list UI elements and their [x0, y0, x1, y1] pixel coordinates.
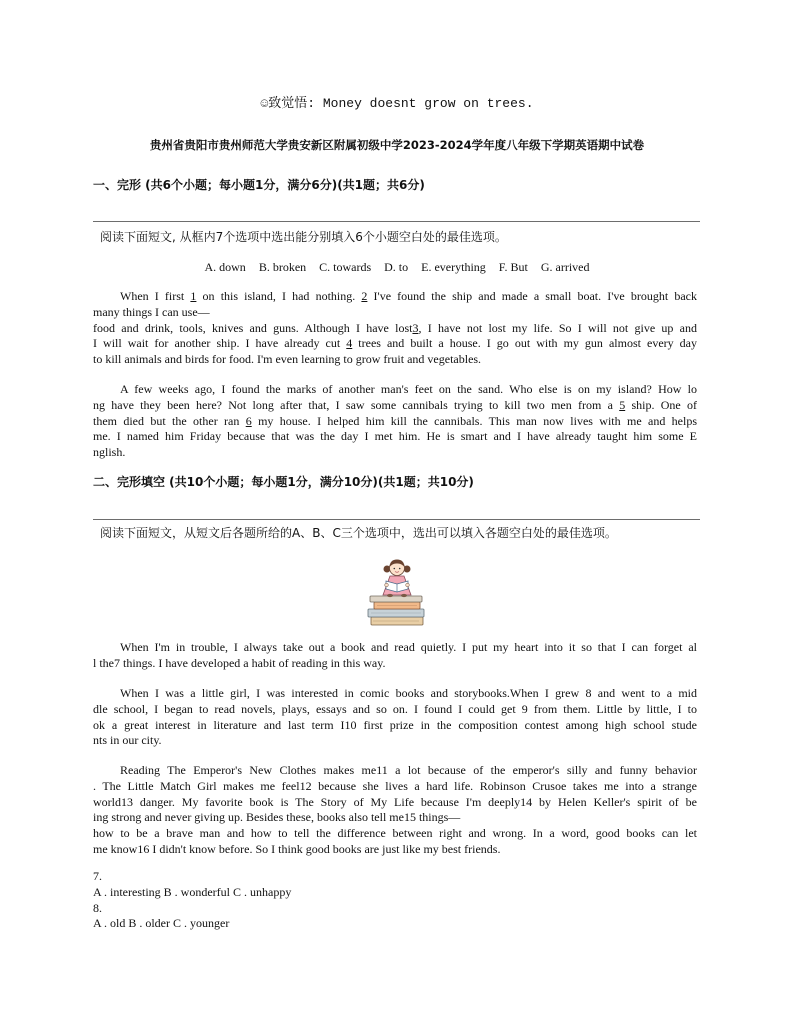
- answer-options: [93, 885, 291, 901]
- passage-line: [93, 733, 697, 749]
- book: [370, 596, 422, 602]
- answer-option: B . wonderful: [163, 884, 230, 899]
- section-1-heading: 一、完形 (共6个小题；每小题1分，满分6分)(共1题；共6分): [93, 178, 425, 192]
- passage-line: [93, 686, 697, 702]
- passage-line: [93, 336, 697, 352]
- question-7: [93, 869, 291, 901]
- word-option: B. broken: [258, 260, 307, 274]
- exam-title: 贵州省贵阳市贵州师范大学贵安新区附属初级中学2023-2024学年度八年级下学期英语期中试卷: [149, 138, 645, 152]
- section-divider: [93, 519, 700, 520]
- blank-number: 6: [245, 413, 252, 428]
- passage-line: [93, 640, 697, 656]
- passage-line: [93, 826, 697, 842]
- answer-option: A . interesting: [93, 884, 161, 899]
- word-options-box: [0, 259, 794, 275]
- line-text: food and drink, tools, knives and guns. Although I have lost: [93, 320, 413, 335]
- word-option: D. to: [384, 260, 409, 274]
- line-text: me know16 I didn't know before. So I think good books are just like my best friends.: [93, 841, 501, 856]
- line-text: ok a great interest in literature and last term I10 first prize in the composition contest among high school stude: [93, 717, 697, 732]
- answer-options: [93, 916, 291, 932]
- passage-line: [93, 795, 697, 811]
- foot: [401, 594, 407, 597]
- line-text: l the7 things. I have developed a habit of reading in this way.: [93, 655, 386, 670]
- passage-line: [93, 382, 697, 398]
- passage-line: [93, 702, 697, 718]
- passage-line: [93, 445, 697, 461]
- word-option: A. down: [204, 260, 246, 274]
- motto-header: ☺致觉悟: Money doesnt grow on trees.: [260, 96, 534, 111]
- line-text: I will wait for another ship. I have already cut: [93, 336, 347, 351]
- line-text: world13 danger. My favorite book is The Story of My Life because I'm deeply14 by Helen Keller's spirit of be: [93, 794, 697, 809]
- line-text: to kill animals and birds for food. I'm even learning to grow fruit and vegetables.: [93, 352, 482, 366]
- answer-option: C . younger: [173, 916, 230, 931]
- line-text: A few weeks ago, I found the marks of another man's feet on the sand. Who else is on my island? How lo: [120, 382, 697, 396]
- line-text: When I was a little girl, I was interested in comic books and storybooks.When I grew 8 and went to a mid: [120, 686, 697, 700]
- passage-line: [93, 321, 697, 337]
- line-text: on this island, I had nothing.: [196, 289, 362, 303]
- section-2-instruction: 阅读下面短文，从短文后各题所给的A、B、C三个选项中，选出可以填入各题空白处的最佳选项。: [100, 526, 617, 540]
- question-number: 7.: [93, 869, 102, 883]
- passage-paragraph: [93, 289, 697, 368]
- line-text: nglish.: [93, 445, 126, 459]
- line-text: Reading The Emperor's New Clothes makes me11 a lot because of the emperor's silly and funny behavior: [120, 763, 697, 777]
- girl-reading-icon: [361, 554, 433, 628]
- blank-number: 3: [412, 320, 419, 335]
- passage-line: [93, 352, 697, 368]
- line-text: , I have not lost my life. So I will not give up and: [418, 320, 697, 335]
- passage-paragraph: [93, 640, 697, 672]
- section-divider: [93, 221, 700, 222]
- answer-option: A . old: [93, 916, 126, 931]
- section-1-instruction: 阅读下面短文, 从框内7个选项中选出能分别填入6个小题空白处的最佳选项。: [100, 230, 507, 244]
- passage-line: [93, 429, 697, 445]
- answer-option: B . older: [128, 916, 171, 931]
- line-text: me. I named him Friday because that was the day I met him. He is smart and I have already taught him some E: [93, 429, 697, 444]
- passage-line: [93, 398, 697, 414]
- passage-paragraph: [93, 382, 697, 461]
- line-text: dle school, I began to read novels, plays, essays and so on. I found I could get 9 from them. Little by little, I to: [93, 701, 697, 716]
- word-option: F. But: [498, 260, 528, 274]
- word-option: C. towards: [319, 260, 372, 274]
- passage-line: [93, 656, 697, 672]
- passage-line: [93, 810, 697, 826]
- blank-number: 5: [619, 397, 626, 412]
- section-2-heading: 二、完形填空 (共10个小题；每小题1分，满分10分)(共1题；共10分): [93, 475, 474, 489]
- book-stack: [368, 596, 424, 625]
- passage-line: [93, 842, 697, 858]
- question-list: [93, 869, 291, 932]
- line-text: many things I can use—: [93, 304, 210, 319]
- passage-line: [93, 305, 697, 321]
- line-text: When I first: [120, 289, 191, 303]
- passage-line: [93, 779, 697, 795]
- passage-paragraph: [93, 763, 697, 858]
- line-text: trees and built a house. I go out with my gun almost every day: [352, 336, 698, 351]
- foot: [387, 594, 393, 597]
- line-text: I've found the ship and made a small boat. I've brought back: [367, 289, 697, 303]
- hand: [406, 583, 410, 587]
- passage-line: [93, 763, 697, 779]
- passage-line: [93, 289, 697, 305]
- blank-number: 2: [361, 289, 368, 303]
- question-number: 8.: [93, 900, 102, 915]
- line-text: how to be a brave man and how to tell the difference between right and wrong. In a word, good books can let: [93, 826, 697, 840]
- word-option: E. everything: [421, 260, 486, 274]
- line-text: . The Little Match Girl makes me feel12 because she lives a hard life. Robinson Crusoe takes me into a strange: [93, 778, 697, 793]
- line-text: them died but the other ran: [93, 413, 246, 428]
- blank-number: 4: [346, 336, 353, 351]
- hand: [385, 583, 389, 587]
- line-text: nts in our city.: [93, 733, 162, 748]
- blank-number: 1: [190, 289, 197, 303]
- answer-option: C . unhappy: [233, 884, 292, 899]
- line-text: ng have they been here? Not long after that, I saw some cannibals trying to kill two men from a: [93, 397, 620, 412]
- passage-line: [93, 718, 697, 734]
- passage-paragraph: [93, 686, 697, 749]
- passage-line: [93, 414, 697, 430]
- line-text: When I'm in trouble, I always take out a book and read quietly. I put my heart into it so that I can forget al: [120, 640, 697, 654]
- line-text: my house. I helped him kill the cannibals. This man now lives with me and helps: [251, 413, 697, 428]
- line-text: ing strong and never giving up. Besides these, books also tell me15 things—: [93, 810, 461, 825]
- question-8: [93, 901, 291, 933]
- line-text: ship. One of: [625, 397, 697, 412]
- word-option: G. arrived: [540, 260, 590, 274]
